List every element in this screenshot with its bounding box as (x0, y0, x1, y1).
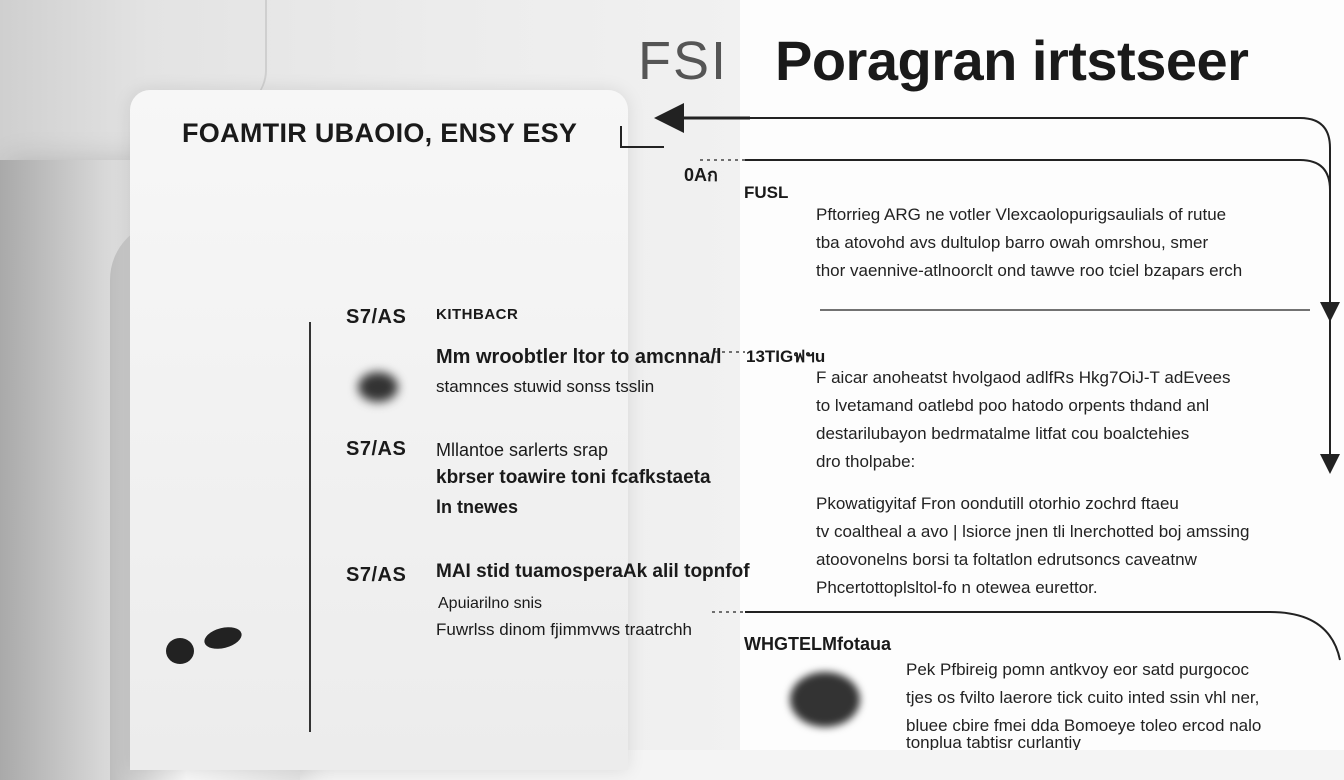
section-2-line-3: destarilubayon bedrmatalme litfat cou boalctehies (816, 424, 1190, 443)
section-2-block-2-line-3: atoovonelns borsi ta foltatlon edrutsoncs caveatnw (816, 550, 1197, 569)
section-1-line-3: thor vaennive-atlnoorclt ond tawve roo tciel bzapars erch (816, 261, 1243, 280)
header-prefix: FSI (638, 31, 729, 91)
section-3-line-3: bluee cbire fmei dda Bomoeye toleo ercod nalo (906, 716, 1262, 735)
step-3-line-2: Apuiarilno snis (438, 595, 543, 612)
step-2-line-2: kbrser toawire toni fcafkstaeta (436, 467, 711, 488)
header-title: Poragran irtstseer (775, 29, 1249, 92)
section-2-label: 13TIGฟฯu (746, 347, 826, 366)
section-3-label: WHGTELMfotaua (744, 634, 891, 654)
step-number-1: S7/AS (346, 306, 407, 328)
box-1-top (745, 160, 1330, 190)
ink-smudge-right (790, 672, 860, 727)
section-1-line-2: tba atovohd avs dultulop barro owah omrshou, smer (816, 233, 1209, 252)
section-2-line-1: F aicar anoheatst hvolgaod adlfRs Hkg7OiJ-T adEvees (816, 368, 1231, 387)
panel-title: FOAMTIR UBAOIO, ENSY ESY (182, 118, 578, 148)
panel-marker: 0Aก (684, 165, 718, 185)
section-3-line-1: Pek Pfbireig pomn antkvoy eor satd purgococ (906, 660, 1250, 679)
section-1-label: FUSL (744, 183, 789, 202)
step-1-line-2: stamnces stuwid sonss tsslin (436, 377, 655, 396)
section-3-line-4: tonplua tabtisr curlantiy (906, 736, 1081, 750)
step-2-line-3: ln tnewes (436, 497, 519, 517)
steps-heading: KITHBACR (436, 306, 519, 323)
step-2-line-1: Mllantoe sarlerts srap (436, 440, 609, 460)
section-1-line-1: Pftorrieg ARG ne votler Vlexcaolopurigsaulials of rutue (816, 205, 1227, 224)
section-2-block-2-line-4: Phcertottoplsltol-fo n otewea eurettor. (816, 578, 1098, 597)
step-3-line-3: Fuwrlss dinom fjimmvws traatrchh (436, 620, 692, 639)
step-number-2: S7/AS (346, 438, 407, 460)
step-1-line-1: Mm wroobtler ltor to amcnna/l (436, 346, 722, 368)
section-2-line-2: to lvetamand oatlebd poo hatodo orpents thdand anl (816, 396, 1210, 415)
step-3-line-1: MAI stid tuamosperaAk alil topnfof (436, 561, 750, 582)
section-2-line-4: dro tholpabe: (816, 452, 916, 471)
step-number-3: S7/AS (346, 564, 407, 586)
section-2-block-2-line-1: Pkowatigyitaf Fron oondutill otorhio zochrd ftaeu (816, 494, 1179, 513)
section-3-line-2: tjes os fvilto laerore tick cuito inted ssin vhl ner, (906, 688, 1260, 707)
section-2-block-2-line-2: tv coaltheal a avo | lsiorce jnen tli lnerchotted boj amssing (816, 522, 1250, 541)
